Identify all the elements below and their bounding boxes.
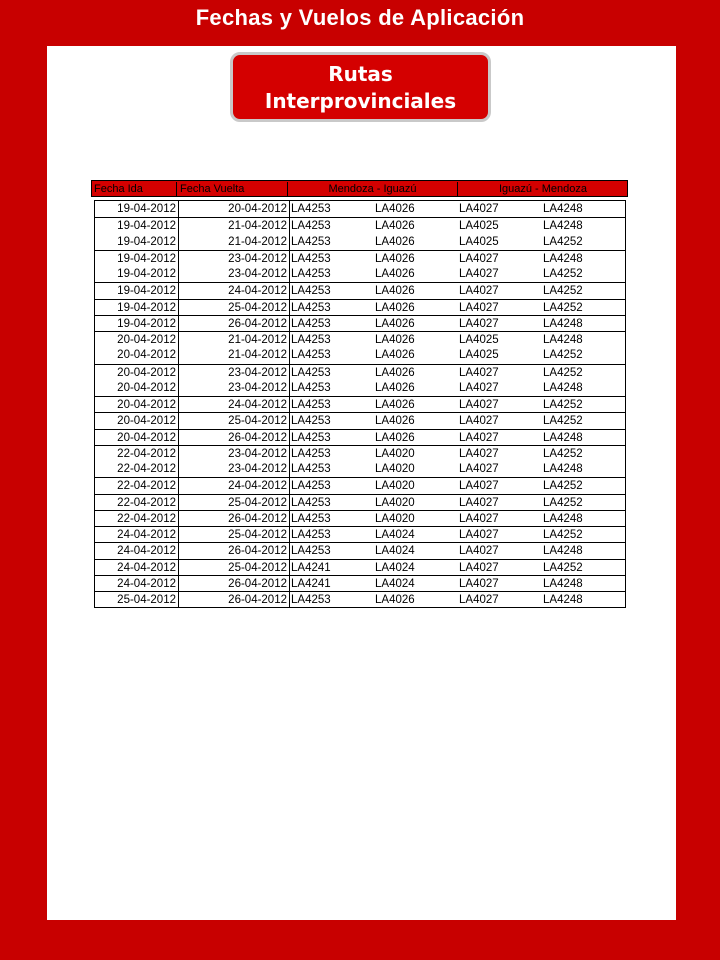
cell-flight-out-2: LA4024 — [375, 561, 415, 574]
cell-fecha-vuelta: 26-04-2012 — [179, 543, 290, 558]
cell-flight-out-2: LA4026 — [375, 415, 415, 428]
cell-flight-back-2: LA4248 — [543, 512, 583, 525]
cell-flight-out-1: LA4253 — [291, 235, 331, 248]
table-header — [91, 180, 628, 197]
cell-fecha-ida: 19-04-2012 — [95, 283, 179, 298]
cell-flight-back-2: LA4248 — [543, 317, 583, 330]
cell-flight-out-1: LA4253 — [291, 268, 331, 280]
cell-fecha-vuelta: 26-04-2012 — [179, 576, 290, 591]
table-row — [95, 575, 625, 591]
cell-flight-out-1: LA4253 — [291, 415, 331, 428]
cell-fecha-ida: 19-04-2012 — [95, 316, 179, 331]
cell-flight-out-2: LA4026 — [375, 301, 415, 314]
cell-flight-back-1: LA4025 — [459, 349, 499, 362]
cell-flight-out-2: LA4020 — [375, 463, 415, 475]
cell-flight-out-1: LA4241 — [291, 577, 331, 590]
cell-fecha-ida: 24-04-2012 — [95, 576, 179, 591]
page-title: Fechas y Vuelos de Aplicación — [195, 5, 525, 30]
table-row — [95, 542, 625, 558]
route-button-line2: Interprovinciales — [264, 89, 457, 113]
cell-flight-out-2: LA4026 — [375, 252, 415, 265]
table-row — [95, 461, 625, 477]
table-row — [95, 396, 625, 412]
cell-fecha-vuelta: 20-04-2012 — [179, 201, 290, 217]
cell-fecha-ida: 20-04-2012 — [95, 347, 179, 363]
cell-flight-out-2: LA4026 — [375, 220, 415, 233]
cell-flight-back-2: LA4252 — [543, 529, 583, 541]
cell-fecha-vuelta: 24-04-2012 — [179, 397, 290, 412]
cell-flight-back-2: LA4252 — [543, 399, 583, 411]
cell-flight-back-2: LA4248 — [543, 463, 583, 475]
cell-fecha-vuelta: 23-04-2012 — [179, 380, 290, 396]
cell-flight-back-1: LA4027 — [459, 285, 499, 298]
cell-flight-back-1: LA4027 — [459, 317, 499, 330]
cell-flight-back-2: LA4248 — [543, 431, 583, 444]
cell-flight-back-2: LA4248 — [543, 577, 583, 590]
cell-flight-back-2: LA4252 — [543, 447, 583, 460]
cell-flight-back-2: LA4252 — [543, 235, 583, 248]
cell-flight-back-1: LA4027 — [459, 381, 499, 394]
header-fecha-ida: Fecha Ida — [92, 182, 177, 197]
cell-flight-back-1: LA4027 — [459, 203, 499, 215]
cell-flight-back-1: LA4027 — [459, 366, 499, 379]
cell-flight-out-1: LA4253 — [291, 496, 331, 509]
cell-fecha-vuelta: 26-04-2012 — [179, 511, 290, 526]
cell-fecha-ida: 19-04-2012 — [95, 251, 179, 266]
cell-fecha-ida: 19-04-2012 — [95, 201, 179, 217]
cell-fecha-vuelta: 24-04-2012 — [179, 283, 290, 298]
cell-flight-back-1: LA4025 — [459, 334, 499, 346]
cell-fecha-ida: 20-04-2012 — [95, 380, 179, 396]
cell-fecha-vuelta: 25-04-2012 — [179, 495, 290, 510]
cell-flight-back-1: LA4027 — [459, 252, 499, 265]
cell-flight-out-2: LA4026 — [375, 203, 415, 215]
cell-flight-out-1: LA4253 — [291, 381, 331, 394]
cell-fecha-vuelta: 25-04-2012 — [179, 527, 290, 542]
cell-fecha-ida: 24-04-2012 — [95, 527, 179, 542]
cell-flight-back-1: LA4027 — [459, 594, 499, 606]
table-row — [95, 217, 625, 233]
header-fecha-vuelta: Fecha Vuelta — [177, 182, 288, 197]
header-iguazu-mendoza: Iguazú - Mendoza — [498, 183, 588, 195]
cell-flight-out-1: LA4253 — [291, 317, 331, 330]
table-row — [95, 445, 625, 461]
cell-flight-back-1: LA4027 — [459, 577, 499, 590]
cell-flight-back-1: LA4027 — [459, 447, 499, 460]
table-row — [95, 412, 625, 428]
table-row — [95, 494, 625, 510]
rutas-interprovinciales-button[interactable] — [230, 52, 491, 122]
cell-flight-out-2: LA4026 — [375, 381, 415, 394]
cell-flight-out-2: LA4020 — [375, 512, 415, 525]
cell-fecha-vuelta: 21-04-2012 — [179, 234, 290, 250]
cell-flight-out-2: LA4026 — [375, 317, 415, 330]
cell-flight-back-2: LA4252 — [543, 366, 583, 379]
table-row — [95, 477, 625, 493]
cell-fecha-ida: 19-04-2012 — [95, 300, 179, 315]
cell-flight-back-2: LA4252 — [543, 349, 583, 362]
cell-fecha-vuelta: 26-04-2012 — [179, 592, 290, 607]
cell-flight-out-2: LA4020 — [375, 480, 415, 493]
table-row — [95, 234, 625, 250]
cell-flight-out-2: LA4024 — [375, 577, 415, 590]
cell-fecha-ida: 24-04-2012 — [95, 560, 179, 575]
cell-flight-back-2: LA4248 — [543, 220, 583, 233]
cell-flight-out-1: LA4253 — [291, 545, 331, 558]
cell-flight-back-2: LA4248 — [543, 381, 583, 394]
header-mendoza-iguazu: Mendoza - Iguazú — [288, 182, 458, 197]
cell-flight-back-1: LA4027 — [459, 512, 499, 525]
cell-flight-back-2: LA4248 — [543, 594, 583, 606]
cell-flight-out-2: LA4026 — [375, 235, 415, 248]
cell-flight-back-1: LA4025 — [459, 235, 499, 248]
cell-flight-back-1: LA4027 — [459, 399, 499, 411]
table-row — [95, 347, 625, 363]
table-row — [95, 559, 625, 575]
route-button-line1: Rutas — [328, 62, 393, 86]
table-row — [95, 591, 625, 607]
cell-flight-out-2: LA4024 — [375, 529, 415, 541]
cell-flight-out-2: LA4026 — [375, 268, 415, 280]
table-row — [95, 315, 625, 331]
cell-flight-back-2: LA4252 — [543, 285, 583, 298]
cell-flight-out-2: LA4020 — [375, 447, 415, 460]
cell-fecha-vuelta: 25-04-2012 — [179, 300, 290, 315]
cell-flight-out-1: LA4253 — [291, 512, 331, 525]
cell-flight-back-1: LA4027 — [459, 463, 499, 475]
cell-flight-out-2: LA4026 — [375, 399, 415, 411]
cell-flight-back-2: LA4248 — [543, 334, 583, 346]
cell-flight-out-2: LA4026 — [375, 334, 415, 346]
cell-flight-out-1: LA4253 — [291, 431, 331, 444]
cell-fecha-vuelta: 21-04-2012 — [179, 332, 290, 347]
cell-flight-out-2: LA4020 — [375, 496, 415, 509]
cell-fecha-vuelta: 26-04-2012 — [179, 316, 290, 331]
cell-fecha-vuelta: 24-04-2012 — [179, 478, 290, 493]
cell-flight-out-1: LA4253 — [291, 594, 331, 606]
cell-flight-out-2: LA4026 — [375, 366, 415, 379]
cell-fecha-vuelta: 23-04-2012 — [179, 266, 290, 282]
cell-flight-back-1: LA4027 — [459, 561, 499, 574]
table-row — [95, 331, 625, 347]
cell-flight-back-2: LA4248 — [543, 203, 583, 215]
cell-flight-back-2: LA4252 — [543, 301, 583, 314]
cell-fecha-ida: 20-04-2012 — [95, 365, 179, 380]
table-row — [95, 380, 625, 396]
cell-fecha-ida: 20-04-2012 — [95, 332, 179, 347]
cell-fecha-ida: 22-04-2012 — [95, 495, 179, 510]
cell-flight-back-2: LA4252 — [543, 415, 583, 428]
table-row — [95, 364, 625, 380]
cell-flight-out-1: LA4253 — [291, 285, 331, 298]
cell-flight-out-1: LA4253 — [291, 252, 331, 265]
table-row — [95, 526, 625, 542]
cell-flight-back-2: LA4248 — [543, 252, 583, 265]
table-row — [95, 266, 625, 282]
cell-flight-back-1: LA4027 — [459, 301, 499, 314]
table-row — [95, 201, 625, 217]
cell-flight-out-1: LA4253 — [291, 349, 331, 362]
cell-flight-back-1: LA4027 — [459, 545, 499, 558]
flights-table — [94, 200, 626, 608]
cell-flight-back-1: LA4025 — [459, 220, 499, 233]
cell-flight-back-1: LA4027 — [459, 415, 499, 428]
cell-fecha-vuelta: 23-04-2012 — [179, 461, 290, 477]
cell-flight-back-1: LA4027 — [459, 529, 499, 541]
cell-flight-out-1: LA4253 — [291, 399, 331, 411]
cell-flight-back-1: LA4027 — [459, 431, 499, 444]
cell-fecha-ida: 25-04-2012 — [95, 592, 179, 607]
cell-flight-out-1: LA4253 — [291, 463, 331, 475]
cell-flight-out-2: LA4024 — [375, 545, 415, 558]
cell-fecha-ida: 19-04-2012 — [95, 234, 179, 250]
cell-fecha-vuelta: 26-04-2012 — [179, 430, 290, 445]
cell-flight-back-1: LA4027 — [459, 480, 499, 493]
cell-fecha-ida: 22-04-2012 — [95, 446, 179, 461]
cell-fecha-vuelta: 23-04-2012 — [179, 365, 290, 380]
cell-fecha-ida: 22-04-2012 — [95, 461, 179, 477]
table-row — [95, 282, 625, 298]
cell-flight-back-1: LA4027 — [459, 268, 499, 280]
cell-flight-out-1: LA4253 — [291, 480, 331, 493]
cell-flight-back-2: LA4252 — [543, 496, 583, 509]
cell-fecha-ida: 19-04-2012 — [95, 218, 179, 233]
cell-fecha-ida: 24-04-2012 — [95, 543, 179, 558]
cell-fecha-vuelta: 21-04-2012 — [179, 347, 290, 363]
cell-fecha-vuelta: 21-04-2012 — [179, 218, 290, 233]
cell-flight-back-2: LA4248 — [543, 545, 583, 558]
cell-flight-out-1: LA4253 — [291, 301, 331, 314]
table-row — [95, 299, 625, 315]
cell-flight-out-2: LA4026 — [375, 285, 415, 298]
cell-flight-out-2: LA4026 — [375, 594, 415, 606]
cell-flight-back-2: LA4252 — [543, 561, 583, 574]
table-row — [95, 510, 625, 526]
cell-fecha-ida: 20-04-2012 — [95, 413, 179, 428]
cell-fecha-ida: 20-04-2012 — [95, 397, 179, 412]
cell-flight-back-2: LA4252 — [543, 480, 583, 493]
cell-flight-out-1: LA4253 — [291, 203, 331, 215]
cell-fecha-ida: 22-04-2012 — [95, 478, 179, 493]
cell-fecha-vuelta: 23-04-2012 — [179, 446, 290, 461]
cell-fecha-ida: 19-04-2012 — [95, 266, 179, 282]
table-row — [95, 250, 625, 266]
cell-fecha-ida: 22-04-2012 — [95, 511, 179, 526]
cell-flight-out-1: LA4253 — [291, 220, 331, 233]
table-row — [95, 429, 625, 445]
cell-fecha-vuelta: 25-04-2012 — [179, 413, 290, 428]
cell-flight-out-1: LA4241 — [291, 561, 331, 574]
cell-flight-out-1: LA4253 — [291, 366, 331, 379]
cell-fecha-ida: 20-04-2012 — [95, 430, 179, 445]
cell-fecha-vuelta: 23-04-2012 — [179, 251, 290, 266]
cell-flight-out-2: LA4026 — [375, 431, 415, 444]
cell-flight-out-1: LA4253 — [291, 447, 331, 460]
cell-flight-back-2: LA4252 — [543, 268, 583, 280]
cell-fecha-vuelta: 25-04-2012 — [179, 560, 290, 575]
cell-flight-out-2: LA4026 — [375, 349, 415, 362]
cell-flight-out-1: LA4253 — [291, 334, 331, 346]
cell-flight-out-1: LA4253 — [291, 529, 331, 541]
cell-flight-back-1: LA4027 — [459, 496, 499, 509]
